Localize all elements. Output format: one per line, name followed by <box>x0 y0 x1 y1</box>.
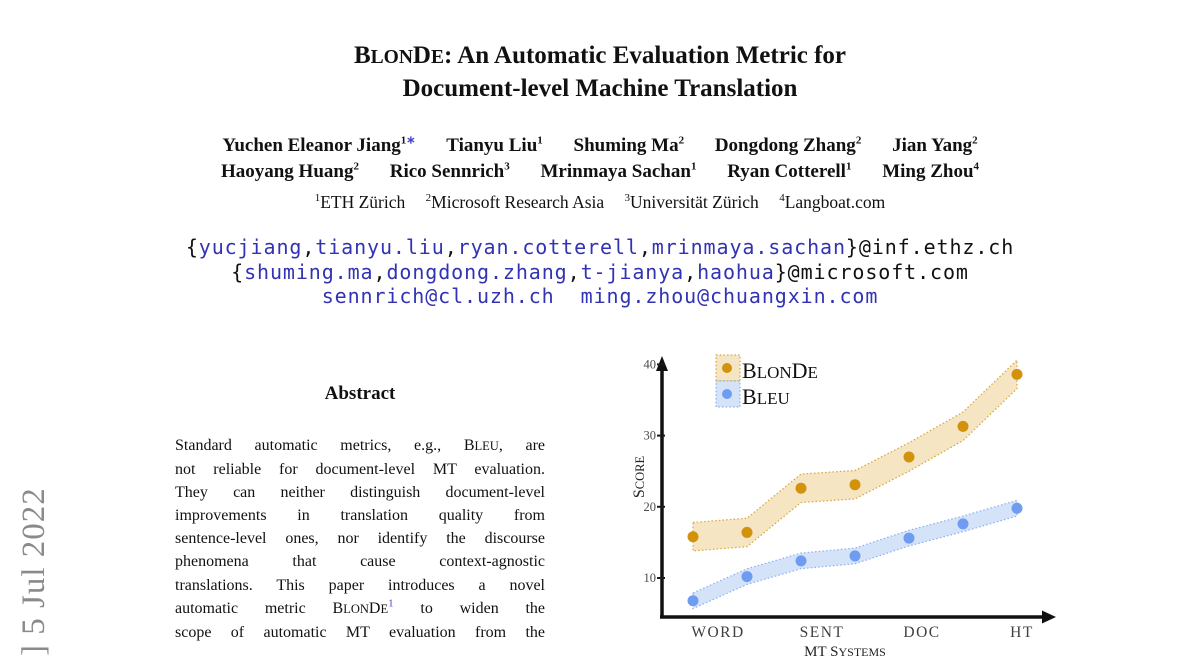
email-link[interactable]: mrinmaya.sachan <box>651 235 846 259</box>
y-axis-label: SCORE <box>631 455 648 499</box>
email-link[interactable]: t-jianya <box>580 259 685 284</box>
email-line-2: {shuming.ma,dongdong.zhang,t-jianya,haohua}@microsoft.com <box>231 259 969 284</box>
authors-row-2 <box>0 161 1200 183</box>
blonde-point <box>958 421 969 432</box>
abstract-line: scope of automatic MT evaluation from the <box>175 623 545 641</box>
x-axis-label: MT SYSTEMS <box>804 644 886 656</box>
x-tick-label: DOC <box>903 624 941 641</box>
bleu-point <box>796 555 807 566</box>
abstract-line: translations. This paper introduces a novel <box>175 576 545 594</box>
x-tick-label: SENT <box>799 624 845 641</box>
abstract-line: not reliable for document-level MT evaluation. <box>175 461 545 479</box>
x-tick-label: HT <box>1010 624 1034 641</box>
email-link[interactable]: ming.zhou@chuangxin.com <box>580 284 879 308</box>
email-link[interactable]: haohua <box>697 259 775 284</box>
legend-dot-icon <box>722 363 732 373</box>
title-smallcaps-b: B <box>353 42 371 69</box>
blonde-point <box>850 479 861 490</box>
x-tick-label: WORD <box>691 624 745 641</box>
affiliation: $^4$Langboat.com <box>779 192 886 212</box>
footnote-link[interactable]: 1 <box>388 597 394 610</box>
bleu-point <box>1012 503 1023 514</box>
email-line-1: {yucjiang,tianyu.liu,ryan.cotterell,mrinmaya.sachan}@inf.ethz.ch <box>185 235 1015 259</box>
abstract-line: They can neither distinguish document-level <box>175 484 545 502</box>
affiliation: $^3$Universität Zürich <box>624 192 759 212</box>
score-chart <box>620 345 1060 656</box>
y-tick-label: 10 <box>643 571 656 585</box>
email-link[interactable]: shuming.ma <box>244 259 374 284</box>
affiliations <box>0 192 1200 213</box>
author: Shuming Ma$^2$ <box>573 134 685 156</box>
legend-label: BLONDE <box>742 358 818 383</box>
mt-systems-score-chart <box>620 345 1060 656</box>
title-smallcaps-e: E <box>430 47 444 68</box>
email-link[interactable]: ryan.cotterell <box>457 235 639 259</box>
chart-legend <box>716 355 818 409</box>
bleu-point <box>742 571 753 582</box>
author: Ming Zhou$^4$ <box>882 160 980 182</box>
blonde-point <box>904 451 915 462</box>
author: Tianyu Liu$^1$ <box>446 134 543 156</box>
legend-label: BLEU <box>742 384 790 409</box>
email-link[interactable]: tianyu.liu <box>315 235 445 259</box>
author: Rico Sennrich$^3$ <box>389 160 510 182</box>
blonde-point <box>796 483 807 494</box>
abstract-body <box>175 434 545 644</box>
title-line2: Document-level Machine Translation <box>402 75 798 102</box>
authors-row-1 <box>0 135 1200 157</box>
abstract-heading: Abstract <box>324 383 396 404</box>
paper-title <box>0 40 1200 104</box>
title-rest: : An Automatic Evaluation Metric for <box>444 42 847 69</box>
legend-dot-icon <box>722 389 732 399</box>
equal-contribution-star[interactable]: ∗ <box>406 134 416 147</box>
bleu-point <box>958 518 969 529</box>
abstract-line: phenomena that cause context-agnostic <box>175 553 545 571</box>
author: Haoyang Huang$^2$ <box>220 160 359 182</box>
blonde-point <box>688 531 699 542</box>
author: Yuchen Eleanor Jiang$^{1∗}$ <box>222 134 416 156</box>
y-tick-label: 20 <box>643 499 656 514</box>
bleu-point <box>904 533 915 544</box>
blonde-point <box>742 527 753 538</box>
author: Jian Yang$^2$ <box>892 134 978 156</box>
abstract-line: automatic metric BLONDE$^1$ to widen the <box>175 597 546 617</box>
y-tick-label: 30 <box>643 428 656 443</box>
arxiv-watermark: ] 5 Jul 2022 <box>16 487 52 656</box>
email-link[interactable]: dongdong.zhang <box>386 259 568 284</box>
blonde-point <box>1012 369 1023 380</box>
email-line-3 <box>0 284 1200 309</box>
affiliation: $^1$ETH Zürich <box>314 192 406 212</box>
author: Ryan Cotterell$^1$ <box>727 160 852 182</box>
author: Mrinmaya Sachan$^1$ <box>540 160 697 182</box>
abstract-line: improvements in translation quality from <box>175 507 545 525</box>
abstract-line: Standard automatic metrics, e.g., BLEU, are <box>175 437 546 454</box>
x-axis-arrow-icon <box>1042 611 1056 624</box>
x-tick-labels <box>691 624 1034 641</box>
affiliation: $^2$Microsoft Research Asia <box>425 192 605 212</box>
email-block <box>0 235 1200 309</box>
email-link[interactable]: yucjiang <box>198 235 303 259</box>
author: Dongdong Zhang$^2$ <box>714 134 862 156</box>
title-smallcaps-lon: LON <box>370 47 413 68</box>
email-link[interactable]: sennrich@cl.uzh.ch <box>321 284 555 308</box>
bleu-point <box>850 550 861 561</box>
y-tick-label: 40 <box>643 357 656 372</box>
bleu-point <box>688 595 699 606</box>
abstract-line: sentence-level ones, nor identify the discourse <box>175 530 545 548</box>
title-smallcaps-d: D <box>412 42 431 69</box>
